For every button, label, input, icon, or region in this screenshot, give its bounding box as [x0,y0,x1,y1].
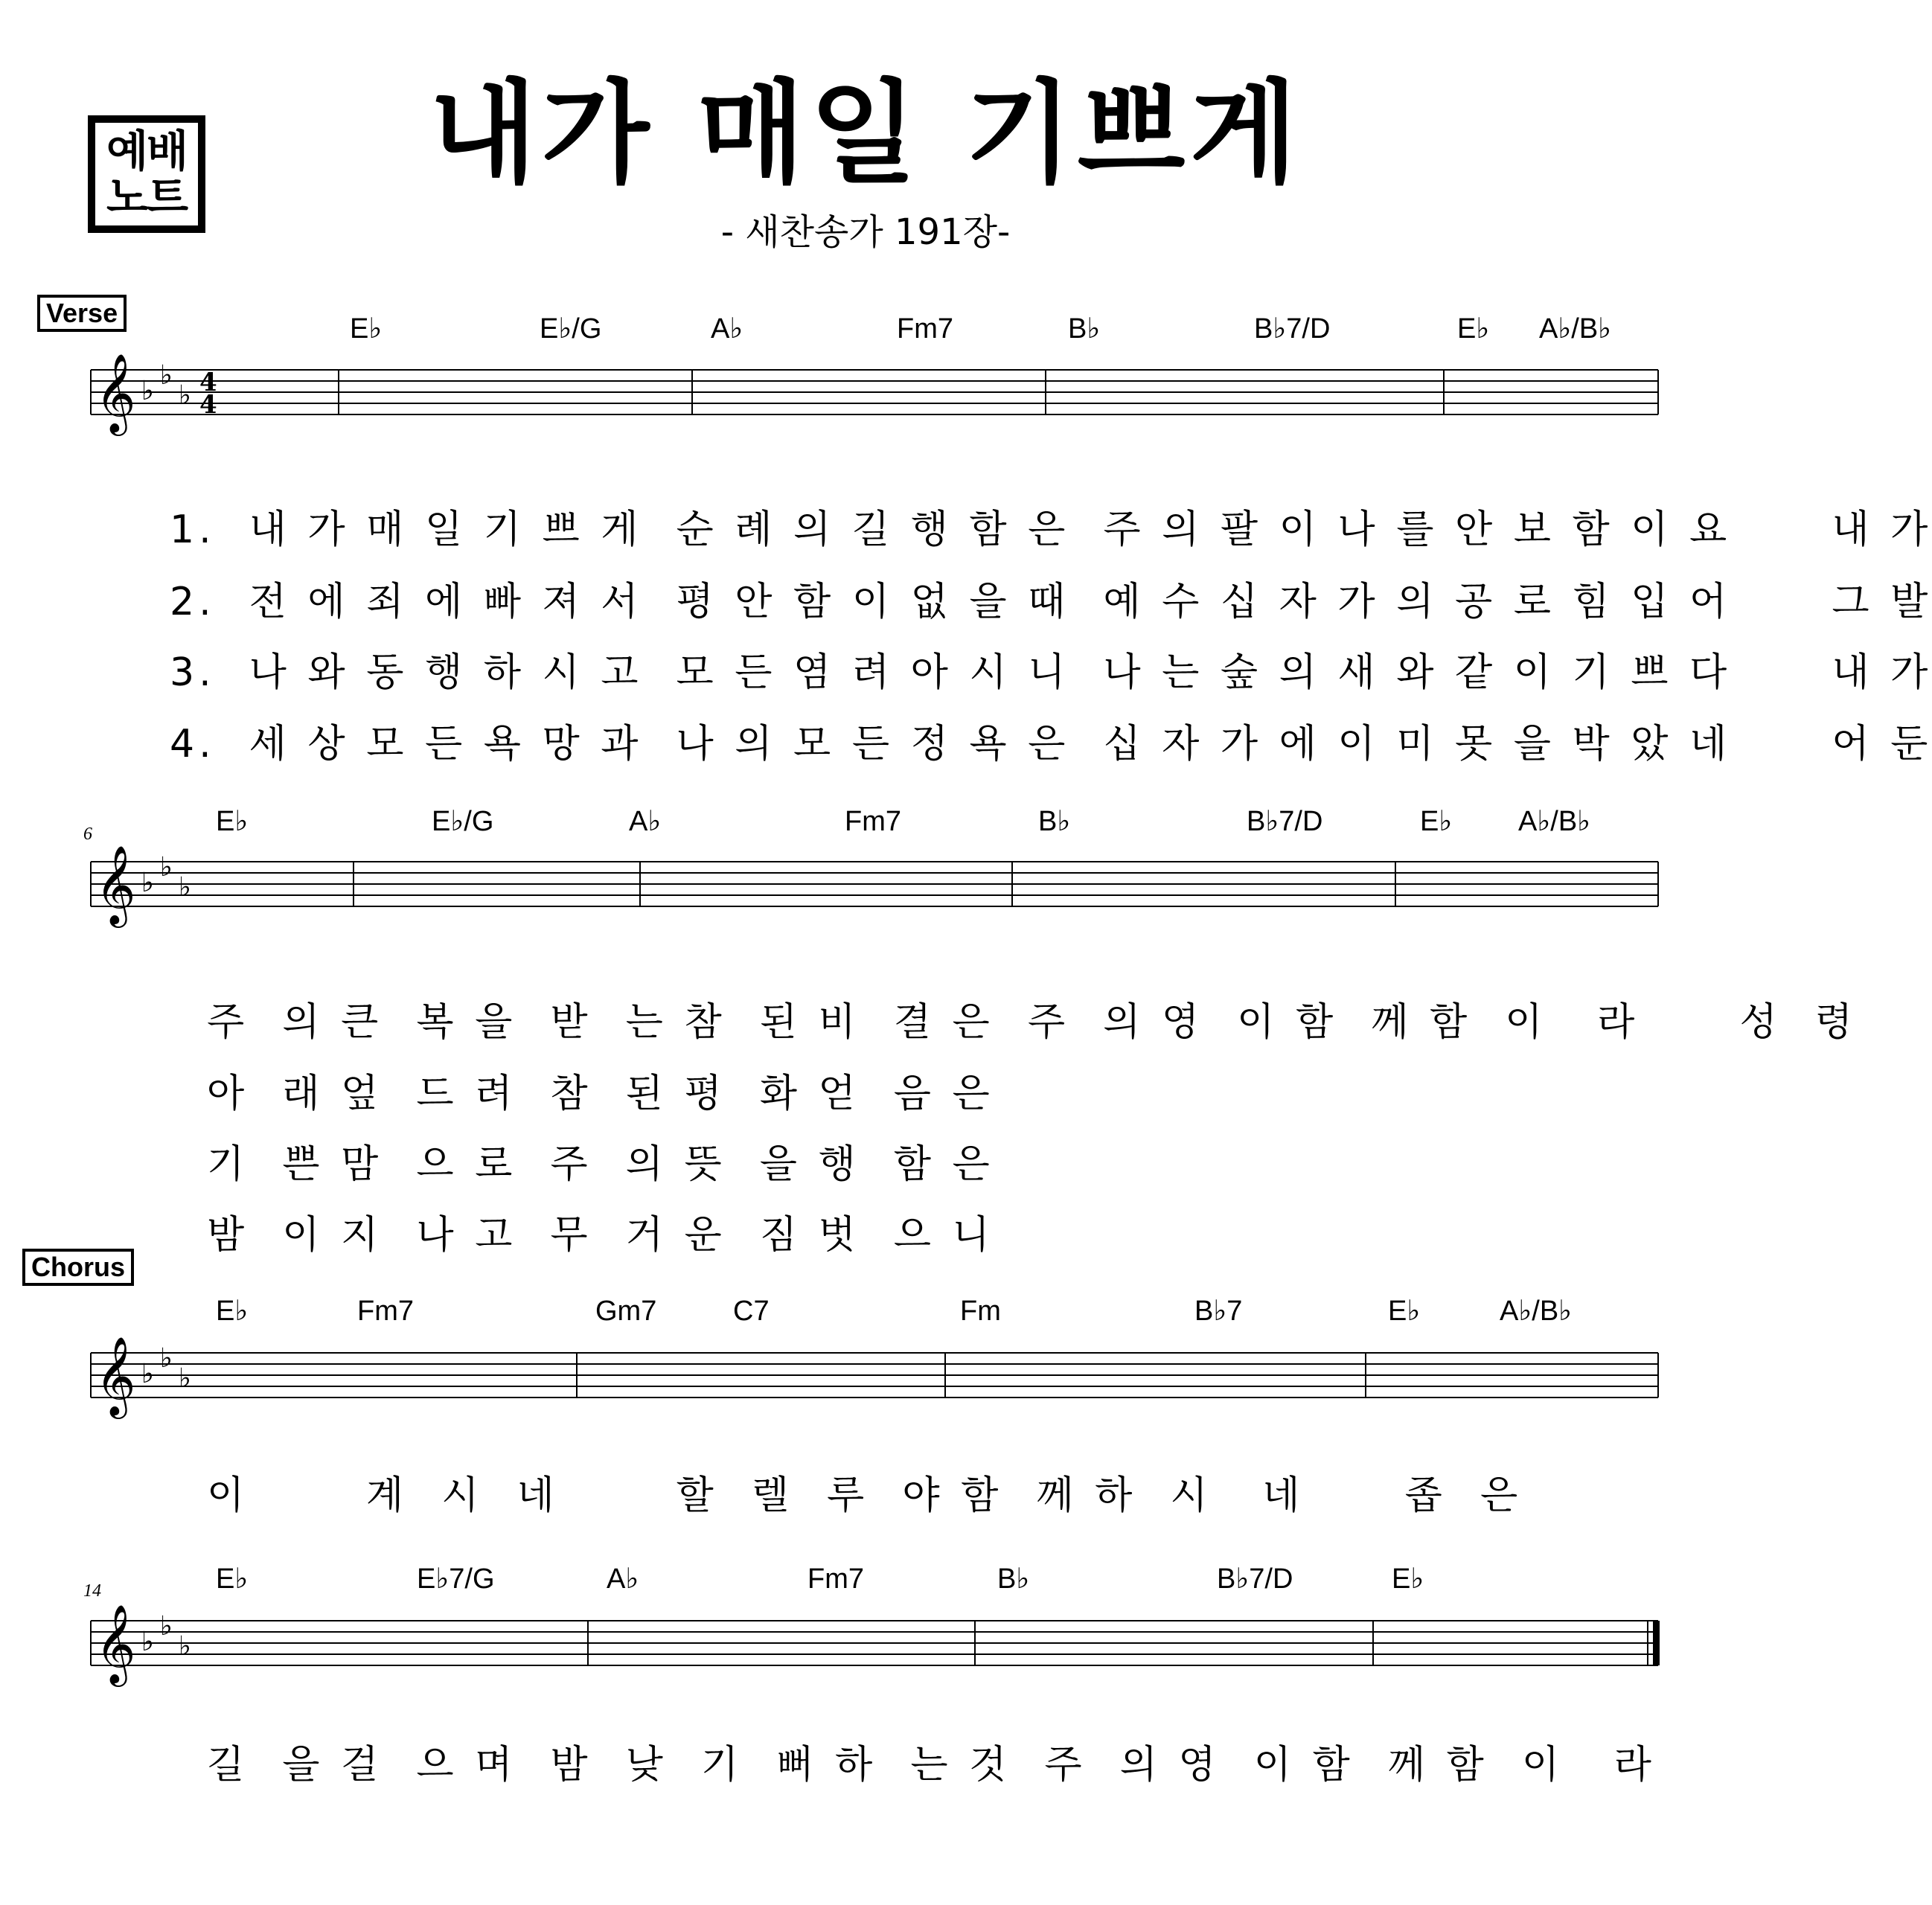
flat-icon: ♭ [141,376,154,406]
chord-symbol: E♭ [1392,1563,1424,1595]
verse2-lyric-line2: 아 래 엎 드 려 참 된 평 화 얻 음 은 [207,1072,994,1116]
verse2-lyric-line4: 밤 이 지 나 고 무 거 운 짐 벗 으 니 [207,1213,994,1258]
flat-icon: ♭ [179,1631,191,1662]
chord-symbol: B♭7/D [1247,806,1323,837]
verse1-lyric-line1: 1. 내 가 매 일 기 쁘 게 순 례 의 길 행 함 은 주 의 팔 이 나 를 안 보 함 이 요 내 가 [170,508,1932,552]
treble-clef-icon: 𝄞 [95,353,136,432]
flat-icon: ♭ [160,1611,173,1642]
time-signature-top: 4 [199,368,217,397]
flat-icon: ♭ [160,1343,173,1374]
chord-symbol: Fm7 [897,313,953,345]
chord-symbol: B♭7 [1194,1296,1243,1327]
verse1-lyric-line2: 2. 전 에 죄 에 빠 져 서 평 안 함 이 없 을 때 예 수 십 자 가 의 공 로 힘 입 어 그 발 [170,580,1932,624]
chord-symbol: E♭ [216,1563,249,1595]
measure-number-6: 6 [83,825,92,844]
logo-line1: 예배 [106,126,188,176]
flat-icon: ♭ [141,1359,154,1389]
flat-icon: ♭ [179,1363,191,1394]
song-subtitle: - 새찬송가 191장- [720,211,1011,253]
flat-icon: ♭ [141,1627,154,1657]
chord-symbol: A♭ [629,806,662,837]
flat-icon: ♭ [179,380,191,411]
treble-clef-icon: 𝄞 [95,845,136,924]
chord-symbol: B♭ [1068,313,1101,345]
chord-symbol: A♭ [711,313,743,345]
time-signature-bottom: 4 [199,390,217,420]
chord-symbol: E♭ [350,313,383,345]
treble-clef-icon: 𝄞 [95,1604,136,1683]
ending-lyric-line1: 길 을 걸 으 며 밤 낮 기 뻐 하 는 것 주 의 영 이 함 께 함 이 라 [207,1743,1656,1787]
measure-number-14: 14 [83,1581,101,1601]
flat-icon: ♭ [179,872,191,903]
chord-symbol: B♭7/D [1254,313,1331,345]
chorus-lyric-line1: 이 계 시 네 할 렐 루 야 함 께 하 시 네 좁 은 [207,1473,1523,1518]
chord-symbol: E♭ [1388,1296,1421,1327]
chord-symbol: E♭ [216,1296,249,1327]
chord-symbol: B♭ [1038,806,1071,837]
treble-clef-icon: 𝄞 [95,1336,136,1415]
final-barline [1653,1621,1660,1665]
chord-symbol: Gm7 [595,1296,657,1327]
chord-symbol: Fm7 [807,1563,864,1595]
chord-symbol: C7 [733,1296,770,1327]
chord-symbol: E♭/G [540,313,602,345]
chord-symbol: B♭7/D [1217,1563,1293,1595]
verse2-lyric-line3: 기 쁜 맘 으 로 주 의 뜻 을 행 함 은 [207,1142,994,1187]
verse1-lyric-line3: 3. 나 와 동 행 하 시 고 모 든 염 려 아 시 니 나 는 숲 의 새 와 같 이 기 쁘 다 내 가 [170,650,1932,695]
chord-symbol: E♭7/G [417,1563,495,1595]
verse-label: Verse [37,295,127,332]
flat-icon: ♭ [141,868,154,898]
song-title: 내가 매일 기쁘게 [429,69,1302,199]
chord-symbol: Fm7 [357,1296,414,1327]
chord-symbol: E♭ [1457,313,1490,345]
chord-symbol: A♭ [607,1563,639,1595]
verse2-lyric-line1: 주 의 큰 복 을 받 는 참 된 비 결 은 주 의 영 이 함 께 함 이 라 성 령 [207,1000,1858,1045]
chorus-label: Chorus [22,1249,134,1286]
flat-icon: ♭ [160,852,173,883]
chord-symbol: A♭/B♭ [1539,313,1612,345]
verse1-lyric-line4: 4. 세 상 모 든 욕 망 과 나 의 모 든 정 욕 은 십 자 가 에 이 미 못 을 박 았 네 어 둔 [170,722,1932,766]
chord-symbol: Fm [960,1296,1001,1327]
chord-symbol: E♭ [1420,806,1453,837]
chord-symbol: B♭ [997,1563,1030,1595]
chord-symbol: E♭/G [432,806,494,837]
chord-symbol: Fm7 [845,806,901,837]
chord-symbol: A♭/B♭ [1518,806,1591,837]
flat-icon: ♭ [160,360,173,391]
chord-symbol: E♭ [216,806,249,837]
logo-line2: 노트 [106,172,188,222]
chord-symbol: A♭/B♭ [1500,1296,1573,1327]
